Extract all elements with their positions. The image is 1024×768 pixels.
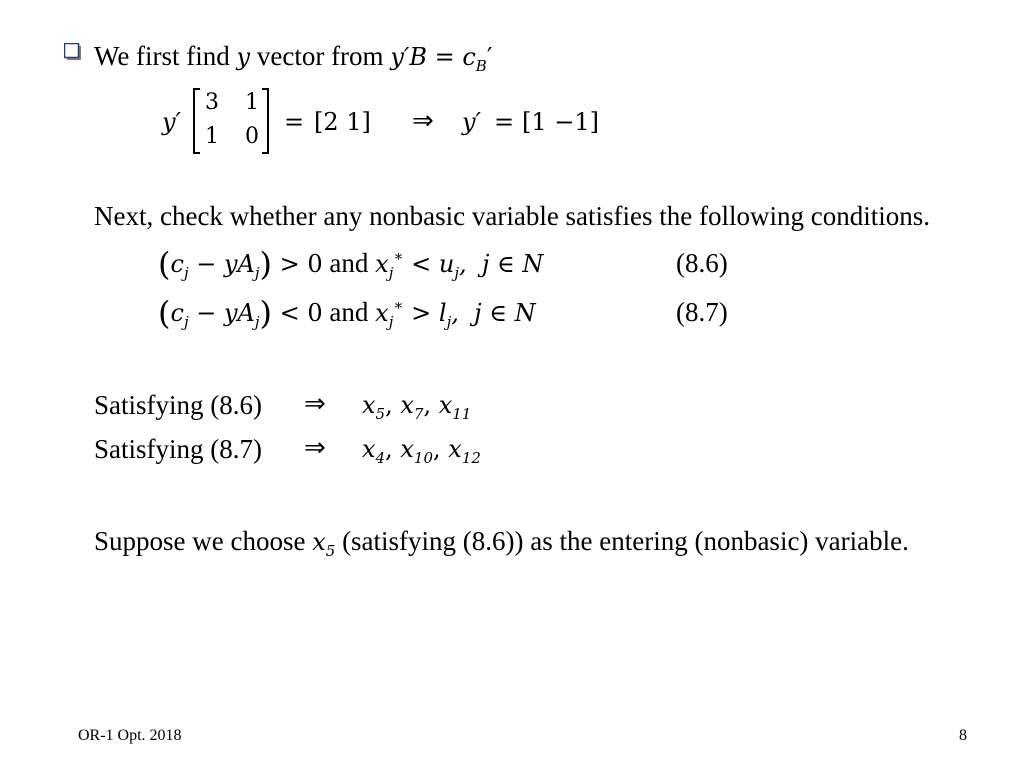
choose-var: $x_5$ <box>312 528 336 560</box>
condition-rel: < <box>403 250 439 278</box>
matrix-cell: 1 <box>245 90 259 115</box>
condition-set: j ∈ N <box>474 299 536 327</box>
eq-rhs: $c_B'$ <box>462 43 493 75</box>
condition-op: > 0 <box>272 250 323 278</box>
next-check-text: Next, check whether any nonbasic variable satisfies the following conditions. <box>94 201 931 231</box>
footer-course: OR-1 Opt. 2018 <box>78 727 182 744</box>
condition-and: and <box>322 248 376 278</box>
intro-mid: vector from <box>250 41 391 71</box>
condition-bound: l <box>438 299 447 327</box>
matrix-eq-lhs: y′ <box>162 108 182 136</box>
equals-sign: = <box>494 108 515 136</box>
matrix-cell: 3 <box>205 90 219 115</box>
equation-label: (8.7) <box>676 297 728 327</box>
satisfying-vars: $x_5$, $x_7$, $x_{11}$ <box>362 391 472 423</box>
row-vector: [2 1] <box>314 108 371 136</box>
implies-arrow: ⇒ <box>412 106 434 136</box>
satisfying-label: Satisfying (8.7) <box>94 434 262 464</box>
matrix <box>193 88 269 154</box>
intro-line <box>94 43 492 74</box>
matrix-left-bracket <box>193 88 200 154</box>
choose-prefix: Suppose we choose <box>94 526 313 556</box>
choose-suffix: (satisfying (8.6)) as the entering (nonbasic) variable. <box>335 526 909 556</box>
condition-and: and <box>322 297 376 327</box>
equation-label: (8.6) <box>676 248 728 278</box>
implies-arrow: ⇒ <box>304 433 326 463</box>
condition-op: < 0 <box>272 299 323 327</box>
satisfying-vars: $x_4$, $x_{10}$, $x_{12}$ <box>362 435 481 467</box>
implies-arrow: ⇒ <box>304 389 326 419</box>
intro-prefix: We first find <box>94 41 237 71</box>
eq-lhs: y′B <box>390 43 427 71</box>
condition-set: j ∈ N <box>481 250 544 278</box>
var-y: y <box>236 43 251 71</box>
choose-line <box>94 528 909 559</box>
eq-op: = <box>426 43 463 71</box>
equals-sign: = <box>284 108 305 136</box>
result-vector: [1 −1] <box>522 108 600 136</box>
page-number: 8 <box>959 727 967 744</box>
matrix-cell: 1 <box>205 124 219 149</box>
matrix-cell: 0 <box>245 124 259 149</box>
matrix-right-bracket <box>262 88 269 154</box>
checkbox-icon <box>64 43 82 61</box>
y-prime: y′ <box>462 108 482 136</box>
condition-rel: > <box>403 299 439 327</box>
condition-row: $(c_j - yA_j) < 0$ and $x_j^∗ > l_j$, j ∈ N <box>158 294 536 332</box>
condition-bound: u <box>438 250 455 278</box>
condition-row: $(c_j - yA_j) > 0$ and $x_j^∗ < u_j$, j ∈ N <box>158 245 544 283</box>
satisfying-label: Satisfying (8.6) <box>94 390 262 420</box>
